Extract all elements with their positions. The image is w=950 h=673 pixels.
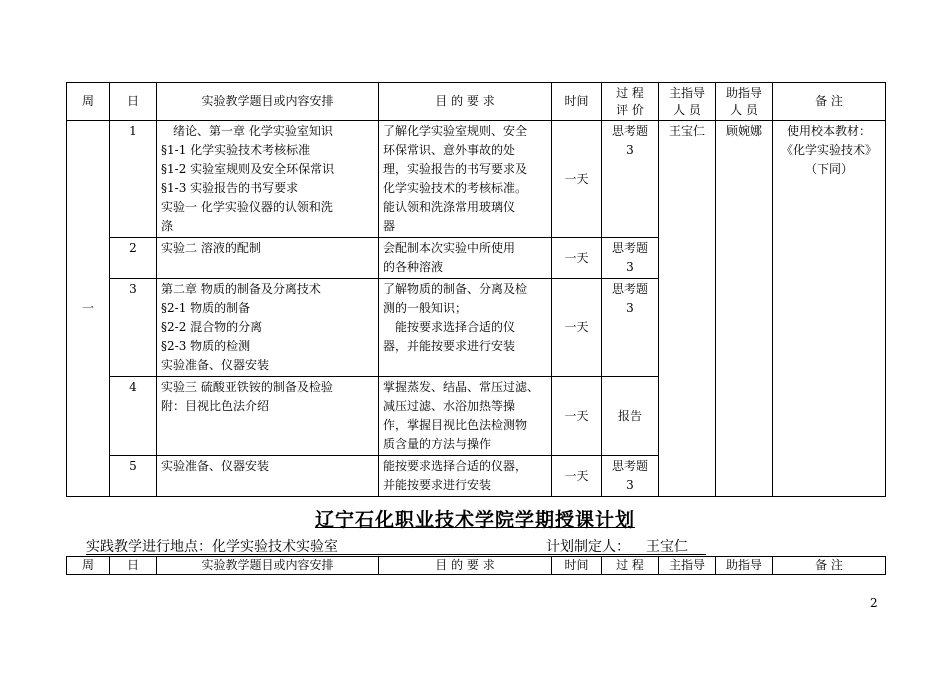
- header-time: 时间: [552, 557, 602, 575]
- header-assist-teacher: 助指导 人 员: [716, 83, 773, 121]
- requirement-cell: 会配制本次实验中所使用 的各种溶液: [379, 238, 552, 279]
- header-main-teacher: 主指导: [659, 557, 716, 575]
- requirement-cell: 能按要求选择合适的仪器， 并能按要求进行安装: [379, 456, 552, 497]
- content-cell: 绪论、第一章 化学实验室知识 §1-1 化学实验技术考核标准 §1-2 实验室规则及安全环保常识 §1-3 实验报告的书写要求 实验一 化学实验仪器的认领和洗 涤: [157, 121, 379, 238]
- header-time: 时间: [552, 83, 602, 121]
- planner-label: 计划制定人：: [546, 539, 630, 555]
- page-number: 2: [870, 596, 878, 610]
- table-header-row: [67, 83, 886, 121]
- header-main-teacher: 主指导 人 员: [659, 83, 716, 121]
- requirement-cell: 掌握蒸发、结晶、常压过滤、 减压过滤、水浴加热等操 作，掌握目视比色法检测物 质含量的方法与操作: [379, 377, 552, 456]
- main-teacher-cell: 王宝仁: [659, 121, 716, 497]
- requirement-cell: 了解化学实验室规则、安全 环保常识、意外事故的处 理，实验报告的书写要求及 化学实验技术的考核标准。 能认领和洗涤常用玻璃仪 器: [379, 121, 552, 238]
- header-content: 实验教学题目或内容安排: [157, 557, 379, 575]
- day-cell: 5: [110, 456, 157, 497]
- time-cell: 一天: [552, 238, 602, 279]
- content-cell: 第二章 物质的制备及分离技术 §2-1 物质的制备 §2-2 混合物的分离 §2-3 物质的检测 实验准备、仪器安装: [157, 279, 379, 377]
- time-cell: 一天: [552, 377, 602, 456]
- content-cell: 实验准备、仪器安装: [157, 456, 379, 497]
- time-cell: 一天: [552, 279, 602, 377]
- evaluation-cell: 思考题 3: [602, 238, 659, 279]
- evaluation-cell: 报告: [602, 377, 659, 456]
- day-cell: 1: [110, 121, 157, 238]
- header-remark: 备 注: [773, 83, 886, 121]
- header-assist-teacher: 助指导: [716, 557, 773, 575]
- header-content: 实验教学题目或内容安排: [157, 83, 379, 121]
- evaluation-cell: 思考题 3: [602, 279, 659, 377]
- requirement-cell: 了解物质的制备、分离及检 测的一般知识； 能按要求选择合适的仪 器，并能按要求进行安装: [379, 279, 552, 377]
- assist-teacher-cell: 顾婉娜: [716, 121, 773, 497]
- planner-name: 王宝仁: [646, 539, 688, 555]
- table-row: [67, 121, 886, 238]
- header-requirement: 目 的 要 求: [379, 557, 552, 575]
- day-cell: 2: [110, 238, 157, 279]
- week-cell: 一: [67, 121, 110, 497]
- time-cell: 一天: [552, 456, 602, 497]
- schedule-table: [66, 82, 886, 497]
- time-cell: 一天: [552, 121, 602, 238]
- content-cell: 实验二 溶液的配制: [157, 238, 379, 279]
- header-evaluation: 过 程 评 价: [602, 83, 659, 121]
- header-day: 日: [110, 557, 157, 575]
- header-evaluation: 过 程: [602, 557, 659, 575]
- header-day: 日: [110, 83, 157, 121]
- table-header-row: [67, 557, 886, 575]
- day-cell: 3: [110, 279, 157, 377]
- content-cell: 实验三 硫酸亚铁铵的制备及检验 附：目视比色法介绍: [157, 377, 379, 456]
- header-week: 周: [67, 83, 110, 121]
- evaluation-cell: 思考题 3: [602, 456, 659, 497]
- day-cell: 4: [110, 377, 157, 456]
- plan-info-line: [86, 536, 706, 555]
- remark-cell: 使用校本教材： 《化学实验技术》 （下同）: [773, 121, 886, 497]
- header-requirement: 目 的 要 求: [379, 83, 552, 121]
- schedule-table-continued: [66, 556, 886, 575]
- header-remark: 备 注: [773, 557, 886, 575]
- evaluation-cell: 思考题 3: [602, 121, 659, 238]
- location-label: 实践教学进行地点：化学实验技术实验室: [86, 539, 338, 555]
- plan-title: 辽宁石化职业技术学院学期授课计划: [314, 509, 635, 531]
- header-week: 周: [67, 557, 110, 575]
